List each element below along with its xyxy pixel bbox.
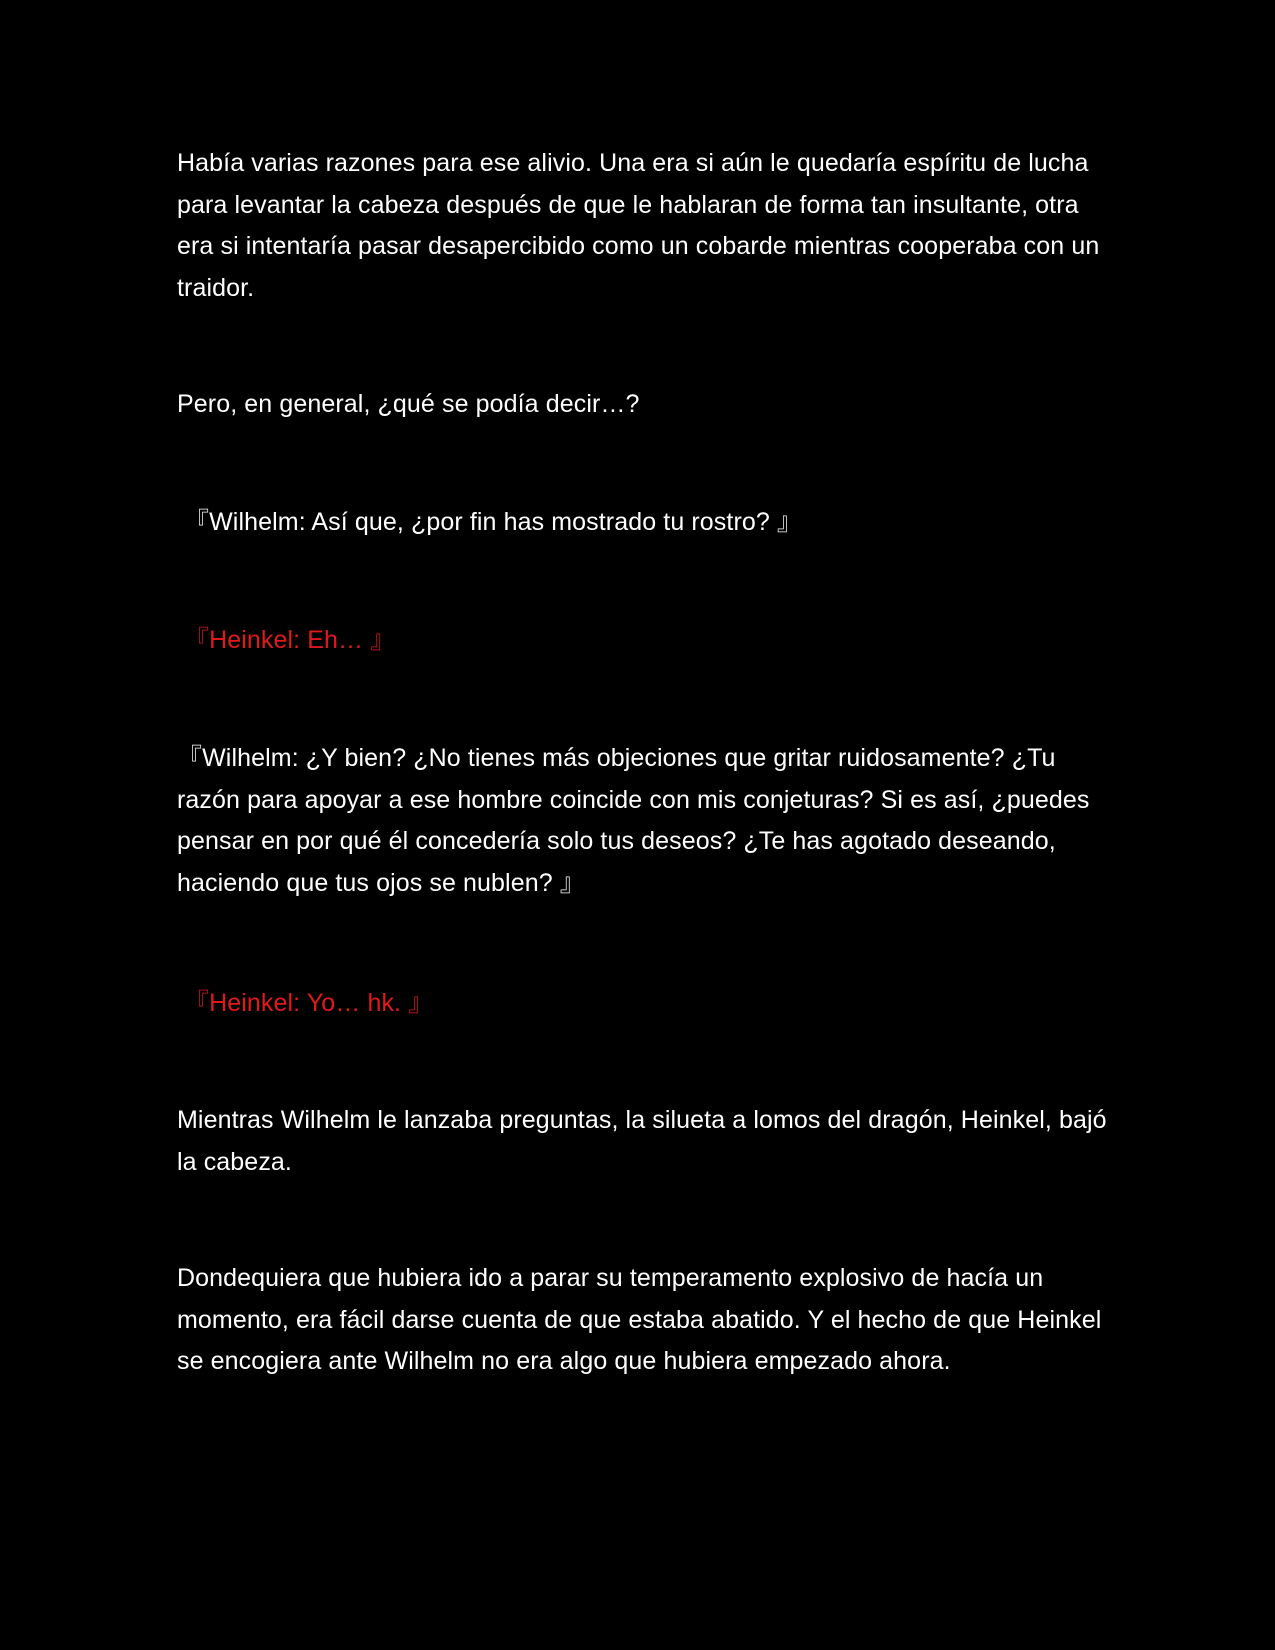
heinkel-dialogue-line: 『Heinkel: Eh… 』 [184,626,396,654]
narration-paragraph: Había varias razones para ese alivio. Una era si aún le quedaría espíritu de lucha para levantar la cabeza después de que le hablaran de forma tan insultante, otra era si intentaría pasar desapercibido como un cobarde mientras cooperaba con un traidor. [177,149,1100,302]
wilhelm-dialogue-line: 『Wilhelm: ¿Y bien? ¿No tienes más objeciones que gritar ruidosamente? ¿Tu razón para apoyar a ese hombre coincide con mis conjeturas? Si es así, ¿puedes pensar en por qué él concedería solo tus deseos? ¿Te has agotado deseando, haciendo que tus ojos se nublen? 』 [177,744,1090,897]
heinkel-dialogue-line: 『Heinkel: Yo… hk. 』 [184,989,434,1017]
narration-paragraph: Dondequiera que hubiera ido a parar su temperamento explosivo de hacía un momento, era fácil darse cuenta de que estaba abatido. Y el hecho de que Heinkel se encogiera ante Wilhelm no era algo que hubiera empezado ahora. [177,1264,1102,1375]
narration-paragraph: Mientras Wilhelm le lanzaba preguntas, la silueta a lomos del dragón, Heinkel, bajó la cabeza. [177,1106,1107,1176]
narration-paragraph: Pero, en general, ¿qué se podía decir…? [177,390,640,418]
wilhelm-dialogue-line: 『Wilhelm: Así que, ¿por fin has mostrado tu rostro? 』 [184,508,803,536]
